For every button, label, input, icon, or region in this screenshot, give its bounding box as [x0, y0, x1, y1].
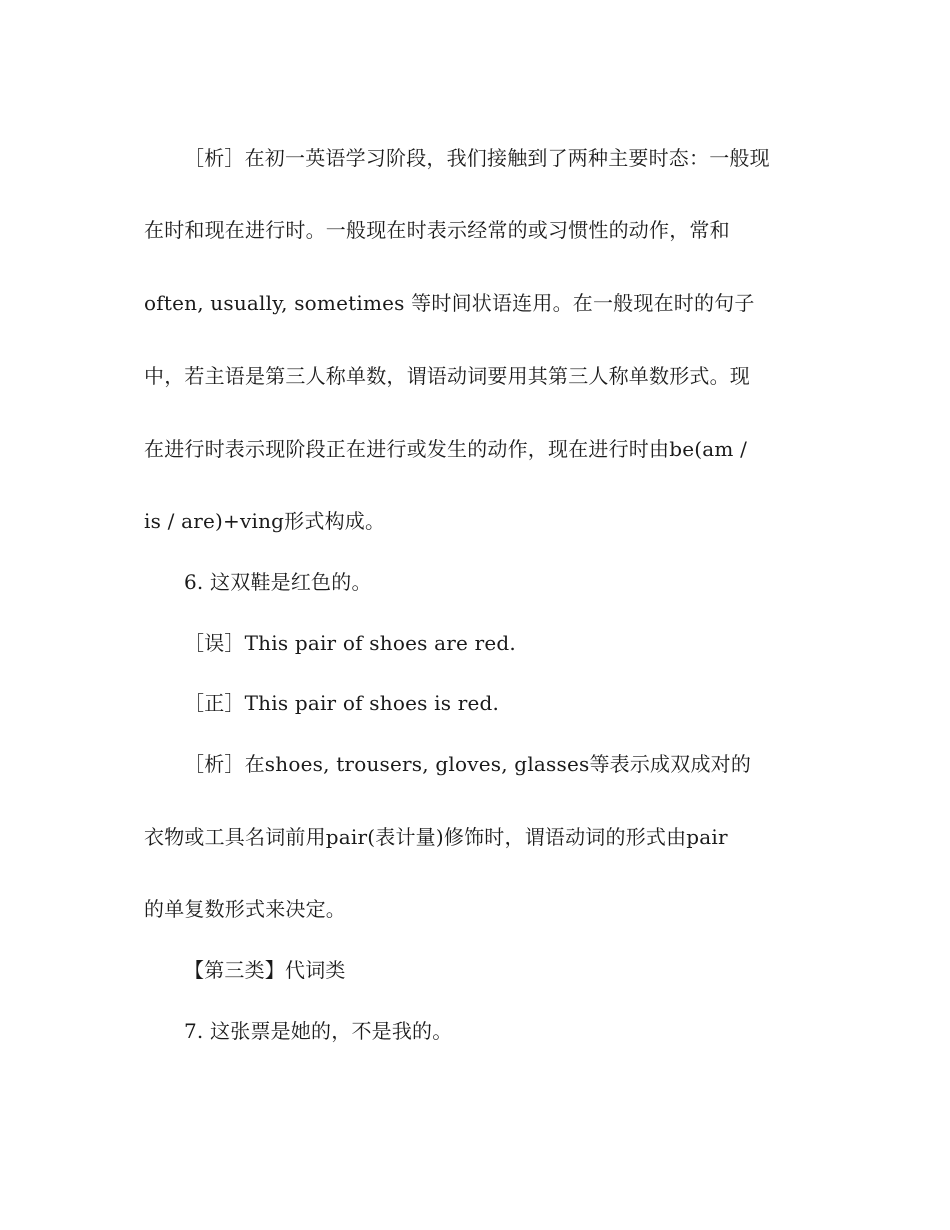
section-heading-pronouns: 【第三类】代词类: [184, 958, 346, 982]
paragraph-analysis-pair-line-2: 衣物或工具名词前用pair(表计量)修饰时，谓语动词的形式由pair: [144, 825, 728, 849]
item-7-heading: 7. 这张票是她的，不是我的。: [184, 1019, 453, 1043]
paragraph-analysis-tenses-line-3: often, usually, sometimes 等时间状语连用。在一般现在时的句子: [144, 291, 755, 315]
paragraph-analysis-tenses-line-1: ［析］在初一英语学习阶段，我们接触到了两种主要时态：一般现: [184, 146, 770, 170]
item-6-correct: ［正］This pair of shoes is red.: [184, 691, 500, 715]
item-6-heading: 6. 这双鞋是红色的。: [184, 570, 372, 594]
paragraph-analysis-tenses-line-5: 在进行时表示现阶段正在进行或发生的动作，现在进行时由be(am /: [144, 437, 748, 461]
paragraph-analysis-tenses-line-6: is / are)+ving形式构成。: [144, 509, 386, 533]
item-6-wrong: ［误］This pair of shoes are red.: [184, 631, 516, 655]
paragraph-analysis-tenses-line-2: 在时和现在进行时。一般现在时表示经常的或习惯性的动作，常和: [144, 218, 730, 242]
paragraph-analysis-pair-line-3: 的单复数形式来决定。: [144, 897, 346, 921]
paragraph-analysis-pair-line-1: ［析］在shoes, trousers, gloves, glasses等表示成双成对的: [184, 752, 752, 776]
paragraph-analysis-tenses-line-4: 中，若主语是第三人称单数，谓语动词要用其第三人称单数形式。现: [144, 364, 750, 388]
